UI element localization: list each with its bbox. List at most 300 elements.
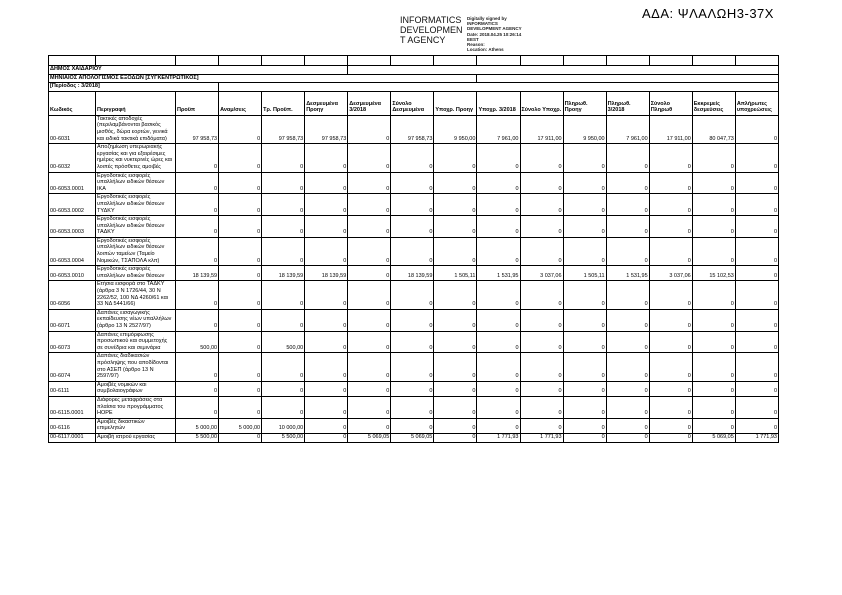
table-row (49, 331, 779, 353)
column-header: Απλήρωτες υποχρεώσεις (735, 91, 778, 115)
value-cell: 1 531,95 (477, 266, 520, 281)
empty-cell (348, 66, 779, 75)
value-cell: 0 (520, 418, 563, 433)
value-cell: 0 (262, 144, 305, 172)
empty-cell (348, 56, 391, 66)
value-cell: 0 (477, 144, 520, 172)
value-cell: 0 (606, 194, 649, 216)
description-cell: Εργοδοτικές εισφορές υπαλλήλων ειδικών θέσεων (96, 266, 176, 281)
description-cell: Ετήσια εισφορά στο ΤΑΔΚΥ (άρθρα 3 Ν 1726/44, 30 Ν 2262/52, 100 ΝΔ 4260/61 και 33 ΝΔ 5441/66) (96, 281, 176, 309)
value-cell: 0 (735, 381, 778, 396)
value-cell: 5 000,00 (219, 418, 262, 433)
value-cell: 0 (606, 237, 649, 265)
value-cell: 0 (219, 194, 262, 216)
value-cell: 0 (391, 396, 434, 418)
code-cell: 00-6056 (49, 281, 96, 309)
value-cell: 3 037,06 (649, 266, 692, 281)
empty-cell (477, 74, 779, 83)
value-cell: 5 500,00 (176, 433, 219, 442)
value-cell: 0 (477, 396, 520, 418)
value-cell: 0 (391, 237, 434, 265)
column-header: Κωδικός (49, 91, 96, 115)
value-cell: 0 (735, 216, 778, 238)
value-cell: 10 000,00 (262, 418, 305, 433)
value-cell: 0 (692, 309, 735, 331)
code-cell: 00-6053.0003 (49, 216, 96, 238)
value-cell: 97 958,73 (176, 115, 219, 143)
empty-cell (305, 56, 348, 66)
empty-cell (649, 56, 692, 66)
value-cell: 0 (305, 418, 348, 433)
value-cell: 0 (692, 396, 735, 418)
value-cell: 0 (176, 237, 219, 265)
column-header: Δεσμευμένα 3/2018 (348, 91, 391, 115)
value-cell: 0 (391, 144, 434, 172)
value-cell: 1 771,93 (520, 433, 563, 442)
value-cell: 0 (262, 281, 305, 309)
value-cell: 0 (649, 281, 692, 309)
signature-details (467, 15, 522, 52)
code-cell: 00-6053.0001 (49, 172, 96, 194)
value-cell: 0 (348, 172, 391, 194)
value-cell: 0 (262, 172, 305, 194)
value-cell: 0 (176, 381, 219, 396)
value-cell: 0 (606, 309, 649, 331)
value-cell: 0 (391, 281, 434, 309)
empty-cell (735, 56, 778, 66)
value-cell: 15 102,53 (692, 266, 735, 281)
empty-cell (219, 83, 779, 92)
empty-cell (606, 56, 649, 66)
table-row (49, 172, 779, 194)
value-cell: 1 505,11 (434, 266, 477, 281)
code-cell: 00-6053.0002 (49, 194, 96, 216)
column-header: Πληρωθ. Προηγ (563, 91, 606, 115)
value-cell: 0 (305, 381, 348, 396)
value-cell: 0 (649, 433, 692, 442)
value-cell: 0 (262, 194, 305, 216)
value-cell: 0 (391, 381, 434, 396)
value-cell: 0 (606, 433, 649, 442)
value-cell: 0 (348, 381, 391, 396)
value-cell: 18 139,59 (305, 266, 348, 281)
value-cell: 0 (477, 194, 520, 216)
code-cell: 00-6032 (49, 144, 96, 172)
value-cell: 0 (563, 281, 606, 309)
value-cell: 0 (434, 418, 477, 433)
value-cell: 0 (219, 237, 262, 265)
value-cell: 0 (563, 172, 606, 194)
value-cell: 0 (262, 237, 305, 265)
value-cell: 0 (305, 396, 348, 418)
report-title: ΜΗΝΙΑΙΟΣ ΑΠΟΛΟΓΙΣΜΟΣ ΕΞΟΔΩΝ [ΣΥΓΚΕΝΤΡΩΤΙΚΟΣ] (49, 74, 477, 83)
value-cell: 1 531,95 (606, 266, 649, 281)
value-cell: 0 (735, 237, 778, 265)
column-header: Περιγραφή (96, 91, 176, 115)
value-cell: 0 (262, 309, 305, 331)
empty-cell (219, 56, 262, 66)
value-cell: 0 (434, 144, 477, 172)
value-cell: 0 (176, 281, 219, 309)
value-cell: 0 (692, 353, 735, 381)
value-cell: 0 (563, 309, 606, 331)
value-cell: 0 (520, 353, 563, 381)
column-header: Σύνολο Υποχρ. (520, 91, 563, 115)
signature-detail-line: Date: 2018.04.25 10:26:14 (467, 31, 522, 37)
value-cell: 0 (348, 266, 391, 281)
description-cell: Εργοδοτικές εισφορές υπαλλήλων ειδικών θέσεων λοιπών ταμείων (Ταμείο Νομικών, ΤΣΑΠΟΛΑ κλπ) (96, 237, 176, 265)
entity-name: ΔΗΜΟΣ ΧΑΪΔΑΡΙΟΥ (49, 66, 348, 75)
value-cell: 0 (649, 237, 692, 265)
value-cell: 0 (520, 281, 563, 309)
value-cell: 0 (305, 216, 348, 238)
code-cell: 00-6071 (49, 309, 96, 331)
empty-cell (49, 56, 96, 66)
description-cell: Εργοδοτικές εισφορές υπαλλήλων ειδικών θέσεων ΤΥΔΚΥ (96, 194, 176, 216)
value-cell: 0 (305, 309, 348, 331)
code-cell: 00-6074 (49, 353, 96, 381)
value-cell: 0 (692, 418, 735, 433)
description-cell: Αμοιβές δικαστικών επιμελητών (96, 418, 176, 433)
value-cell: 0 (649, 216, 692, 238)
value-cell: 0 (391, 216, 434, 238)
empty-cell (477, 56, 520, 66)
table-row (49, 353, 779, 381)
value-cell: 0 (735, 172, 778, 194)
value-cell: 0 (348, 353, 391, 381)
description-cell: Αμοιβή ιατρού εργασίας (96, 433, 176, 442)
grid-top-row (49, 56, 779, 66)
value-cell: 5 069,05 (692, 433, 735, 442)
value-cell: 0 (563, 353, 606, 381)
value-cell: 0 (563, 396, 606, 418)
value-cell: 0 (606, 216, 649, 238)
value-cell: 0 (649, 172, 692, 194)
value-cell: 0 (348, 309, 391, 331)
value-cell: 0 (563, 216, 606, 238)
empty-cell (563, 56, 606, 66)
value-cell: 0 (735, 144, 778, 172)
description-cell: Δαπάνες επιμόρφωσης προσωπικού και συμμετοχής σε συνέδρια και σεμινάρια (96, 331, 176, 353)
code-cell: 00-6073 (49, 331, 96, 353)
value-cell: 0 (692, 331, 735, 353)
value-cell: 0 (305, 281, 348, 309)
table-row (49, 237, 779, 265)
table-row (49, 418, 779, 433)
value-cell: 0 (391, 353, 434, 381)
table-row (49, 309, 779, 331)
value-cell: 0 (477, 172, 520, 194)
value-cell: 5 000,00 (176, 418, 219, 433)
column-header: Εκκρεμείς δεσμεύσεις (692, 91, 735, 115)
value-cell: 97 958,73 (391, 115, 434, 143)
value-cell: 0 (305, 144, 348, 172)
table-row (49, 194, 779, 216)
value-cell: 0 (520, 381, 563, 396)
value-cell: 0 (176, 353, 219, 381)
code-cell: 00-6031 (49, 115, 96, 143)
value-cell: 0 (692, 172, 735, 194)
description-cell: Διάφορες μεταφράσεις στα πλαίσια του προγράμματος HOPE (96, 396, 176, 418)
value-cell: 0 (606, 172, 649, 194)
code-cell: 00-6053.0010 (49, 266, 96, 281)
column-header: Τρ. Προϋπ. (262, 91, 305, 115)
value-cell: 0 (563, 418, 606, 433)
title-row (49, 74, 779, 83)
ada-code: ΑΔΑ: ΨΛΑΛΩΗ3-37Χ (642, 6, 774, 21)
value-cell: 0 (262, 216, 305, 238)
empty-cell (391, 56, 434, 66)
description-cell: Αμοιβές νομικών και συμβολαιογράφων (96, 381, 176, 396)
entity-row (49, 66, 779, 75)
value-cell: 9 950,00 (434, 115, 477, 143)
value-cell: 0 (391, 309, 434, 331)
description-cell: Εργοδοτικές εισφορές υπαλλήλων ειδικών θέσεων ΤΑΔΚΥ (96, 216, 176, 238)
value-cell: 0 (219, 396, 262, 418)
value-cell: 0 (219, 281, 262, 309)
column-header: Αναμ/σεις (219, 91, 262, 115)
value-cell: 0 (563, 433, 606, 442)
value-cell: 0 (219, 309, 262, 331)
value-cell: 0 (520, 216, 563, 238)
value-cell: 0 (219, 353, 262, 381)
description-cell: Εργοδοτικές εισφορές υπαλλήλων ειδικών θέσεων ΙΚΑ (96, 172, 176, 194)
value-cell: 0 (262, 353, 305, 381)
value-cell: 0 (262, 396, 305, 418)
signature-detail-line: INFORMATICS (467, 21, 498, 27)
value-cell: 0 (735, 331, 778, 353)
empty-cell (520, 56, 563, 66)
table-row (49, 281, 779, 309)
value-cell: 0 (434, 281, 477, 309)
value-cell: 0 (563, 331, 606, 353)
signature-detail-line: Location: Athens (467, 47, 504, 53)
value-cell: 0 (305, 237, 348, 265)
value-cell: 0 (563, 144, 606, 172)
description-cell: Αποζημίωση υπερωριακής εργασίας και για εξαιρέσιμες ημέρες και νυκτερινές ώρες και λοιπές πρόσθετες αμοιβές (96, 144, 176, 172)
code-cell: 00-6117.0001 (49, 433, 96, 442)
value-cell: 0 (348, 331, 391, 353)
code-cell: 00-6115.0001 (49, 396, 96, 418)
signer-name-line: T AGENCY (400, 35, 446, 45)
expense-report-table (48, 55, 779, 443)
value-cell: 0 (692, 281, 735, 309)
value-cell: 5 069,05 (391, 433, 434, 442)
value-cell: 0 (391, 331, 434, 353)
value-cell: 1 771,93 (735, 433, 778, 442)
value-cell: 500,00 (176, 331, 219, 353)
empty-cell (692, 56, 735, 66)
value-cell: 0 (219, 172, 262, 194)
value-cell: 7 961,00 (477, 115, 520, 143)
value-cell: 0 (219, 216, 262, 238)
value-cell: 0 (434, 309, 477, 331)
description-cell: Δαπάνες διαδικασιών πρόσληψης που αποδίδονται στο ΑΣΕΠ (άρθρο 13 Ν 2597/97) (96, 353, 176, 381)
value-cell: 0 (649, 331, 692, 353)
value-cell: 18 139,59 (391, 266, 434, 281)
table-row (49, 144, 779, 172)
value-cell: 0 (735, 266, 778, 281)
value-cell: 0 (520, 172, 563, 194)
value-cell: 0 (692, 381, 735, 396)
value-cell: 0 (219, 266, 262, 281)
value-cell: 3 037,06 (520, 266, 563, 281)
code-cell: 00-6116 (49, 418, 96, 433)
column-header: Υποχρ. Προηγ (434, 91, 477, 115)
empty-cell (434, 56, 477, 66)
column-header: Υποχρ. 3/2018 (477, 91, 520, 115)
value-cell: 0 (348, 237, 391, 265)
value-cell: 0 (305, 433, 348, 442)
value-cell: 0 (176, 216, 219, 238)
value-cell: 0 (219, 115, 262, 143)
value-cell: 0 (434, 237, 477, 265)
description-cell: Δαπάνες εισαγωγικής εκπαίδευσης νέων υπαλλήλων (άρθρο 13 Ν 2527/97) (96, 309, 176, 331)
value-cell: 0 (176, 194, 219, 216)
value-cell: 0 (606, 281, 649, 309)
value-cell: 0 (735, 115, 778, 143)
code-cell: 00-6111 (49, 381, 96, 396)
value-cell: 0 (520, 331, 563, 353)
value-cell: 0 (606, 418, 649, 433)
value-cell: 0 (434, 194, 477, 216)
value-cell: 0 (305, 172, 348, 194)
value-cell: 0 (649, 396, 692, 418)
value-cell: 18 139,59 (262, 266, 305, 281)
value-cell: 0 (348, 144, 391, 172)
value-cell: 0 (176, 172, 219, 194)
value-cell: 0 (563, 237, 606, 265)
value-cell: 0 (606, 331, 649, 353)
value-cell: 0 (606, 381, 649, 396)
value-cell: 80 047,73 (692, 115, 735, 143)
signature-detail-line: DEVELOPMENT AGENCY (467, 26, 522, 32)
value-cell: 0 (606, 396, 649, 418)
value-cell: 0 (348, 396, 391, 418)
value-cell: 0 (477, 418, 520, 433)
value-cell: 9 950,00 (563, 115, 606, 143)
value-cell: 0 (477, 353, 520, 381)
value-cell: 0 (434, 433, 477, 442)
signature-detail-line: EEST (467, 36, 479, 42)
value-cell: 17 911,00 (649, 115, 692, 143)
value-cell: 0 (434, 216, 477, 238)
value-cell: 0 (305, 331, 348, 353)
value-cell: 0 (606, 144, 649, 172)
value-cell: 0 (692, 237, 735, 265)
column-header: Πληρωθ. 3/2018 (606, 91, 649, 115)
empty-cell (96, 56, 176, 66)
empty-cell (176, 56, 219, 66)
value-cell: 5 500,00 (262, 433, 305, 442)
column-header: Σύνολο Δεσμευμένα (391, 91, 434, 115)
value-cell: 0 (219, 144, 262, 172)
value-cell: 0 (735, 353, 778, 381)
value-cell: 0 (520, 396, 563, 418)
column-header: Δεσμευμένα Προηγ (305, 91, 348, 115)
value-cell: 0 (649, 309, 692, 331)
value-cell: 0 (348, 115, 391, 143)
value-cell: 0 (434, 381, 477, 396)
value-cell: 0 (649, 381, 692, 396)
value-cell: 18 139,59 (176, 266, 219, 281)
value-cell: 0 (348, 281, 391, 309)
value-cell: 0 (649, 194, 692, 216)
value-cell: 0 (434, 396, 477, 418)
value-cell: 0 (219, 331, 262, 353)
value-cell: 0 (735, 418, 778, 433)
value-cell: 0 (606, 353, 649, 381)
value-cell: 0 (348, 418, 391, 433)
value-cell: 0 (563, 381, 606, 396)
value-cell: 0 (305, 194, 348, 216)
value-cell: 0 (434, 331, 477, 353)
value-cell: 0 (434, 353, 477, 381)
column-header: Σύνολο Πληρωθ (649, 91, 692, 115)
value-cell: 0 (649, 353, 692, 381)
value-cell: 0 (735, 194, 778, 216)
value-cell: 0 (434, 172, 477, 194)
value-cell: 0 (477, 281, 520, 309)
value-cell: 0 (219, 433, 262, 442)
value-cell: 0 (391, 172, 434, 194)
value-cell: 97 958,73 (305, 115, 348, 143)
value-cell: 97 958,73 (262, 115, 305, 143)
value-cell: 0 (735, 281, 778, 309)
signer-name (400, 15, 462, 52)
table-row (49, 216, 779, 238)
value-cell: 0 (692, 144, 735, 172)
value-cell: 0 (520, 194, 563, 216)
description-cell: Τακτικές αποδοχές (περιλαμβάνονται βασικός μισθός, δώρα εορτών, γενικά και ειδικά τακτικά επιδόματα) (96, 115, 176, 143)
value-cell: 0 (520, 309, 563, 331)
empty-cell (262, 56, 305, 66)
signer-name-line: DEVELOPMEN (400, 25, 463, 35)
value-cell: 0 (563, 194, 606, 216)
value-cell: 0 (176, 396, 219, 418)
code-cell: 00-6053.0004 (49, 237, 96, 265)
signature-detail-line: Digitally signed by (467, 16, 507, 21)
table-row (49, 266, 779, 281)
column-header: Προϋπ (176, 91, 219, 115)
value-cell: 1 505,11 (563, 266, 606, 281)
value-cell: 0 (219, 381, 262, 396)
value-cell: 0 (735, 309, 778, 331)
value-cell: 0 (735, 396, 778, 418)
value-cell: 1 771,93 (477, 433, 520, 442)
value-cell: 0 (520, 237, 563, 265)
signature-detail-line: Reason: (467, 42, 485, 48)
table-row (49, 433, 779, 442)
column-header-row (49, 91, 779, 115)
table-row (49, 381, 779, 396)
value-cell: 0 (649, 418, 692, 433)
value-cell: 0 (520, 144, 563, 172)
value-cell: 0 (348, 216, 391, 238)
value-cell: 7 961,00 (606, 115, 649, 143)
value-cell: 0 (262, 381, 305, 396)
value-cell: 0 (305, 353, 348, 381)
table-row (49, 115, 779, 143)
value-cell: 0 (348, 194, 391, 216)
signer-name-line: INFORMATICS (400, 15, 462, 25)
value-cell: 0 (477, 237, 520, 265)
value-cell: 0 (692, 216, 735, 238)
value-cell: 0 (391, 194, 434, 216)
value-cell: 0 (649, 144, 692, 172)
table-row (49, 396, 779, 418)
value-cell: 0 (692, 194, 735, 216)
